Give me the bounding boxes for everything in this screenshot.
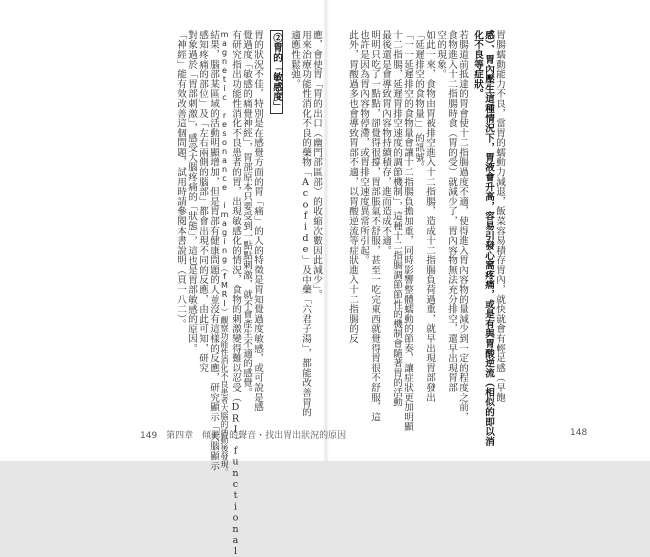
right-page-footer: [570, 428, 587, 438]
left-text-column-latin: magnetic resonance imaging（fMRI）觀察功能性消化不良患者大腦的活動後發現。: [220, 30, 229, 476]
right-text-column: 胃腸蠕動能力不良，當胃的蠕動力減退，飯菜容易積存胃內，就快就會有輕足感（早飽: [494, 30, 505, 403]
left-page-number: 149: [140, 431, 158, 441]
right-text-column: 如此一來，食物由胃被排空進入十二指腸，造成十二指腸負荷過重，就早出現胃部發出: [424, 30, 435, 403]
right-text-column: 若腸道前抵達的胃會使十二指腸過度不適，使得進入胃內容物的量減少到一定的程度之前，: [457, 30, 468, 422]
right-page-number: 148: [570, 428, 588, 438]
right-text-column: 感）、胃內壓生這種情況下，胃液會升高，容易引發心窩疼痛，或是有與胃酸逆流（相似的即以消: [483, 30, 494, 447]
section-heading: ②胃的「敏感度」: [270, 30, 283, 114]
right-text-column: 也許是因為胃內容物停滯，或胃排空速度異常所引起。: [358, 30, 369, 266]
right-text-column: 十二指腸，延遲胃排空速度的調節機制」，這種十二指腸調節節性的機制會隨著胃的活動: [391, 30, 402, 408]
right-page: [335, 30, 505, 447]
left-text-column: 適應性鬆弛。: [289, 30, 300, 89]
left-text-column: 有研究指出功能性消化不良患者的胃，出現敏感化的情況，食物的刺激變得難以忍受（DRI）functional: [230, 30, 241, 557]
left-text-column: 胃的狀況不佳，特別是在感覺方面的胃「痛」的人的特徵是胃知覺過度敏感，或可說是感: [252, 30, 263, 412]
left-text-column: 對象過於「胃部刺激」，感受大腦疼痛的「狀態」，這也是胃部敏感的原因。: [186, 30, 197, 354]
right-text-column: 化不良等症狀。: [472, 30, 483, 99]
left-text-column: 應，會使胃「胃的出口（幽門部區部）的收縮次數因此減少」。: [311, 30, 322, 300]
right-text-column: 此外，胃酸過多也會導致胃部不適，以胃酸逆流等症狀進入十二指腸的反: [347, 30, 358, 344]
left-page-footer: [140, 428, 346, 441]
right-text-column: 空的現象。: [435, 30, 446, 79]
left-text-column: 用來治療功能性消化不良的藥物「Acofide」及中藥「六君子湯」，都能改善胃的: [300, 30, 311, 417]
right-text-column: 食物進入十二指腸時食（胃的受）就減少了，胃內容物無法充分排空，還早出現胃部: [446, 30, 457, 393]
left-text-column: 結果，腦部某區域的活動明顯增加，但是胃部有健康問題的人並沒有這樣的反應，研究顯示「大腦顯示: [208, 30, 219, 471]
right-text-column: 「一一延遲排空的食物量會讓十二指腸負擔加重，同時影響整體蠕動的節奏，讓症狀更加明顯: [402, 30, 413, 432]
book-spine: [323, 0, 329, 461]
left-text-column: 感知疼痛的部位」及「左右兩側的腦部」都會出現不同的反應，由此可知，研究: [197, 30, 208, 373]
right-text-column: 明明只吃了一點點，卻覺得很撐，胃部脹氣不舒服，甚至一吃完東西就覺得胃很不舒服，這: [369, 30, 380, 422]
right-text-column: 最後還是會導致胃內容物持續積存，進而造成不適。: [380, 30, 391, 256]
running-header: 第四章 傾聽胃的聲音・找出胃出狀況的原因: [166, 431, 347, 441]
right-text-column: 「延遲排空的食物量」」的訊號。: [413, 30, 424, 173]
left-text-column: 覺過度「敏感的痛覺神經」，胃部原本只要受到一點點刺激，就不會產生不適的感覺。: [241, 30, 252, 398]
left-text-column: 「神經」能有效改善這個問題，試用時請參閱本書說明（頁一八二）。: [175, 30, 186, 329]
